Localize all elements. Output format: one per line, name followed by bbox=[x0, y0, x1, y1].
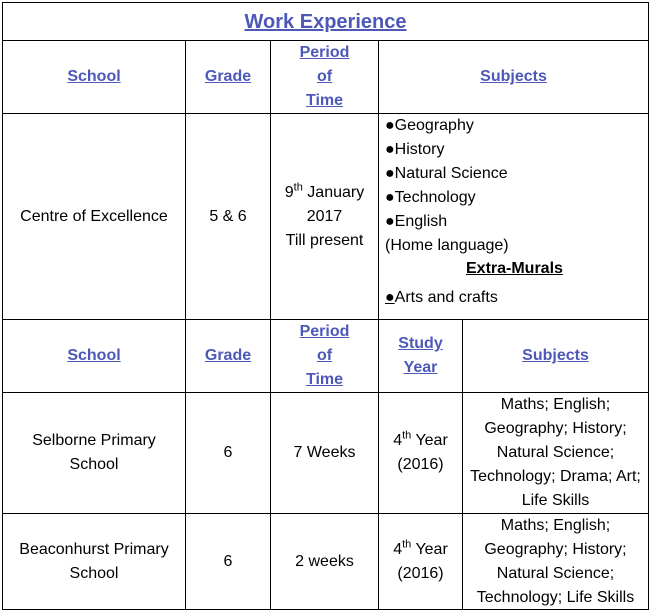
school-name: Beaconhurst Primary School bbox=[19, 540, 169, 582]
header-study-year bbox=[379, 320, 462, 392]
header-period bbox=[271, 41, 378, 113]
period-till: Till present bbox=[285, 231, 364, 249]
period-value: 7 Weeks bbox=[293, 444, 356, 461]
subjects-note: (Home language) bbox=[385, 237, 509, 254]
school-name: Selborne Primary School bbox=[32, 432, 156, 473]
header-period-line: Period bbox=[299, 44, 350, 61]
period-value bbox=[271, 114, 378, 319]
study-year-value: 4th Year (2016) bbox=[393, 429, 448, 473]
header-study-year-line: Year bbox=[403, 359, 438, 376]
subjects-list bbox=[385, 114, 645, 310]
table-title: Work Experience bbox=[244, 10, 407, 33]
header-school: School bbox=[67, 68, 121, 85]
header-period-line: of bbox=[316, 68, 333, 85]
grade-value: 5 & 6 bbox=[209, 207, 247, 225]
subjects-value: Maths; English; Geography; History; Natural Science; Technology; Life Skills bbox=[476, 516, 635, 606]
list-item: ●English bbox=[385, 213, 448, 230]
extra-murals-title: Extra-Murals bbox=[466, 260, 563, 277]
header-subjects: Subjects bbox=[522, 347, 589, 364]
period-value: 2 weeks bbox=[295, 552, 354, 570]
list-item: ●Technology bbox=[385, 189, 476, 206]
header-period-line: Period bbox=[299, 323, 350, 340]
period-date: 9th January bbox=[284, 181, 365, 201]
list-item: ●Natural Science bbox=[385, 165, 508, 182]
header-grade: Grade bbox=[204, 347, 252, 364]
border-right bbox=[648, 2, 649, 610]
header-period-line: of bbox=[316, 347, 333, 364]
header-period-line: Time bbox=[305, 92, 344, 109]
list-item: ●Geography bbox=[385, 117, 474, 134]
header-grade: Grade bbox=[204, 68, 252, 85]
study-year-value: 4th Year (2016) bbox=[393, 538, 448, 582]
header-period bbox=[271, 320, 378, 392]
period-year: 2017 bbox=[306, 207, 343, 225]
subjects-value: Maths; English; Geography; History; Natural Science; Technology; Drama; Art; Life Skills bbox=[470, 396, 641, 509]
grade-value: 6 bbox=[223, 552, 233, 570]
grade-value: 6 bbox=[223, 444, 233, 461]
header-period-line: Time bbox=[305, 371, 344, 388]
header-study-year-line: Study bbox=[398, 335, 443, 352]
list-item: ●Arts and crafts bbox=[385, 289, 498, 306]
header-subjects: Subjects bbox=[480, 68, 547, 85]
list-item: ●History bbox=[385, 141, 445, 158]
header-school: School bbox=[67, 347, 121, 364]
school-name: Centre of Excellence bbox=[20, 207, 168, 225]
